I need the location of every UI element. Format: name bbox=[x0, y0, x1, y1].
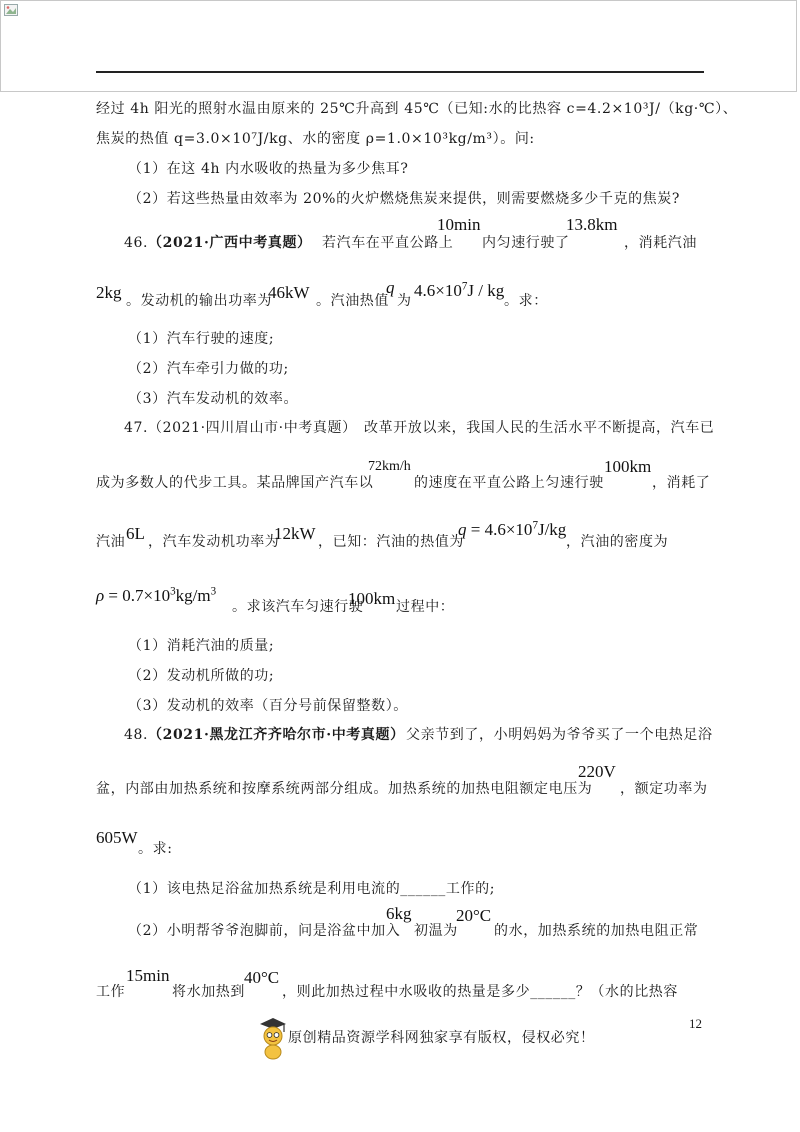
q46-mass: 2kg bbox=[96, 283, 122, 302]
q47-distance-2: 100km bbox=[348, 589, 396, 608]
q48-time: 15min bbox=[126, 966, 170, 985]
q48-text-4: 。求: bbox=[138, 841, 173, 857]
q46-time: 10min bbox=[437, 215, 481, 234]
q46-sub-1: （1）汽车行驶的速度; bbox=[128, 331, 275, 347]
q45-line-2: 焦炭的热值 q=3.0×10⁷J/kg、水的密度 ρ=1.0×10³kg/m³）。问: bbox=[96, 131, 535, 147]
q47-text-2: 成为多数人的代步工具。某品牌国产汽车以 bbox=[96, 475, 374, 491]
q48-sub-2a: （2）小明帮爷爷泡脚前，问是浴盆中加入 bbox=[128, 923, 401, 939]
q47-heat-value: $q = 4.6\times 10^7J/kg$ bbox=[458, 519, 567, 539]
q46-text-6: 为 bbox=[397, 293, 412, 309]
copyright-notice: 原创精品资源学科网独家享有版权，侵权必究！ bbox=[288, 1030, 595, 1046]
q48-text-3: ，额定功率为 bbox=[620, 781, 708, 797]
q47-speed: 72km/h bbox=[368, 459, 411, 474]
q45-sub-1: （1）在这 4h 内水吸收的热量为多少焦耳? bbox=[128, 161, 409, 177]
q47-text-3: 的速度在平直公路上匀速行驶 bbox=[414, 475, 604, 491]
page-number: 12 bbox=[689, 1016, 702, 1031]
q48-text-2: 盆，内部由加热系统和按摩系统两部分组成。加热系统的加热电阻额定电压为 bbox=[96, 781, 593, 797]
q46-text-4: 。发动机的输出功率为 bbox=[126, 293, 272, 309]
q48-temp-final: 40°C bbox=[244, 968, 280, 987]
q47-distance: 100km bbox=[604, 457, 652, 476]
header-frame bbox=[0, 0, 797, 92]
q46-text-1: 若汽车在平直公路上 bbox=[322, 235, 454, 251]
q47-power: 12kW bbox=[274, 524, 316, 543]
q48-sub-2c: 的水，加热系统的加热电阻正常 bbox=[494, 923, 699, 939]
q48-sub-1: （1）该电热足浴盆加热系统是利用电流的______工作的; bbox=[128, 881, 496, 897]
q47-source: （2021·四川眉山市·中考真题） bbox=[148, 420, 357, 436]
q48-sub-3a: 工作 bbox=[96, 984, 126, 1000]
q47-density: $\rho = 0.7\times 10^3kg/m^3$ bbox=[96, 585, 217, 605]
q46-text-3: ，消耗汽油 bbox=[624, 235, 697, 251]
q48-mass: 6kg bbox=[386, 904, 412, 923]
q47-text-4: ，消耗了 bbox=[652, 475, 711, 491]
q46-distance: 13.8km bbox=[566, 215, 618, 234]
q47-sub-1: （1）消耗汽油的质量; bbox=[128, 638, 275, 654]
q47-text-6: ，汽车发动机功率为 bbox=[148, 534, 280, 550]
q47-sub-2: （2）发动机所做的功; bbox=[128, 668, 275, 684]
q47-text-1: 改革开放以来，我国人民的生活水平不断提高，汽车已 bbox=[364, 420, 715, 436]
q46-sub-2: （2）汽车牵引力做的功; bbox=[128, 361, 289, 377]
q46-q-symbol: q bbox=[386, 278, 395, 297]
q48-voltage: 220V bbox=[578, 762, 616, 781]
q46-source: （2021·广西中考真题） bbox=[148, 235, 312, 251]
q48-temp-initial: 20°C bbox=[456, 906, 492, 925]
q46-text-7: 。求： bbox=[504, 293, 548, 309]
q48-sub-3b: 将水加热到 bbox=[172, 984, 245, 1000]
q46-heat-value: $4.6\times 10^7J$ / kg bbox=[414, 280, 505, 300]
q45-line-1: 经过 4h 阳光的照射水温由原来的 25℃升高到 45℃（已知:水的比热容 c=4.2×10³J/（kg·℃）、 bbox=[96, 101, 738, 117]
q47-number: 47. bbox=[124, 420, 149, 436]
q47-text-10: 过程中： bbox=[396, 599, 455, 615]
q47-text-7: ，已知：汽油的热值为 bbox=[318, 534, 464, 550]
q46-power: 46kW bbox=[268, 283, 310, 302]
q46-text-2: 内匀速行驶了 bbox=[482, 235, 570, 251]
q47-sub-3: （3）发动机的效率（百分号前保留整数）。 bbox=[128, 698, 408, 714]
q48-text-1: 父亲节到了，小明妈妈为爷爷买了一个电热足浴 bbox=[406, 727, 713, 743]
q45-sub-2: （2）若这些热量由效率为 20%的火炉燃烧焦炭来提供，则需要燃烧多少千克的焦炭? bbox=[128, 191, 680, 207]
q48-sub-2b: 初温为 bbox=[414, 923, 458, 939]
q46-text-5: 。汽油热值 bbox=[316, 293, 389, 309]
q47-text-9: 。求该汽车匀速行驶 bbox=[232, 599, 364, 615]
q46-sub-3: （3）汽车发动机的效率。 bbox=[128, 391, 299, 407]
q48-sub-3c: ，则此加热过程中水吸收的热量是多少______？（水的比热容 bbox=[282, 984, 678, 1000]
q48-source: （2021·黑龙江齐齐哈尔市·中考真题） bbox=[148, 727, 405, 743]
q47-text-8: ，汽油的密度为 bbox=[566, 534, 669, 550]
q47-volume: 6L bbox=[126, 524, 145, 543]
q48-power: 605W bbox=[96, 828, 138, 847]
header-rule bbox=[96, 71, 704, 73]
q48-number: 48. bbox=[124, 727, 149, 743]
mascot-logo-icon bbox=[258, 1016, 288, 1060]
broken-image-icon bbox=[4, 4, 18, 16]
q47-text-5: 汽油 bbox=[96, 534, 126, 550]
q46-number: 46. bbox=[124, 235, 149, 251]
